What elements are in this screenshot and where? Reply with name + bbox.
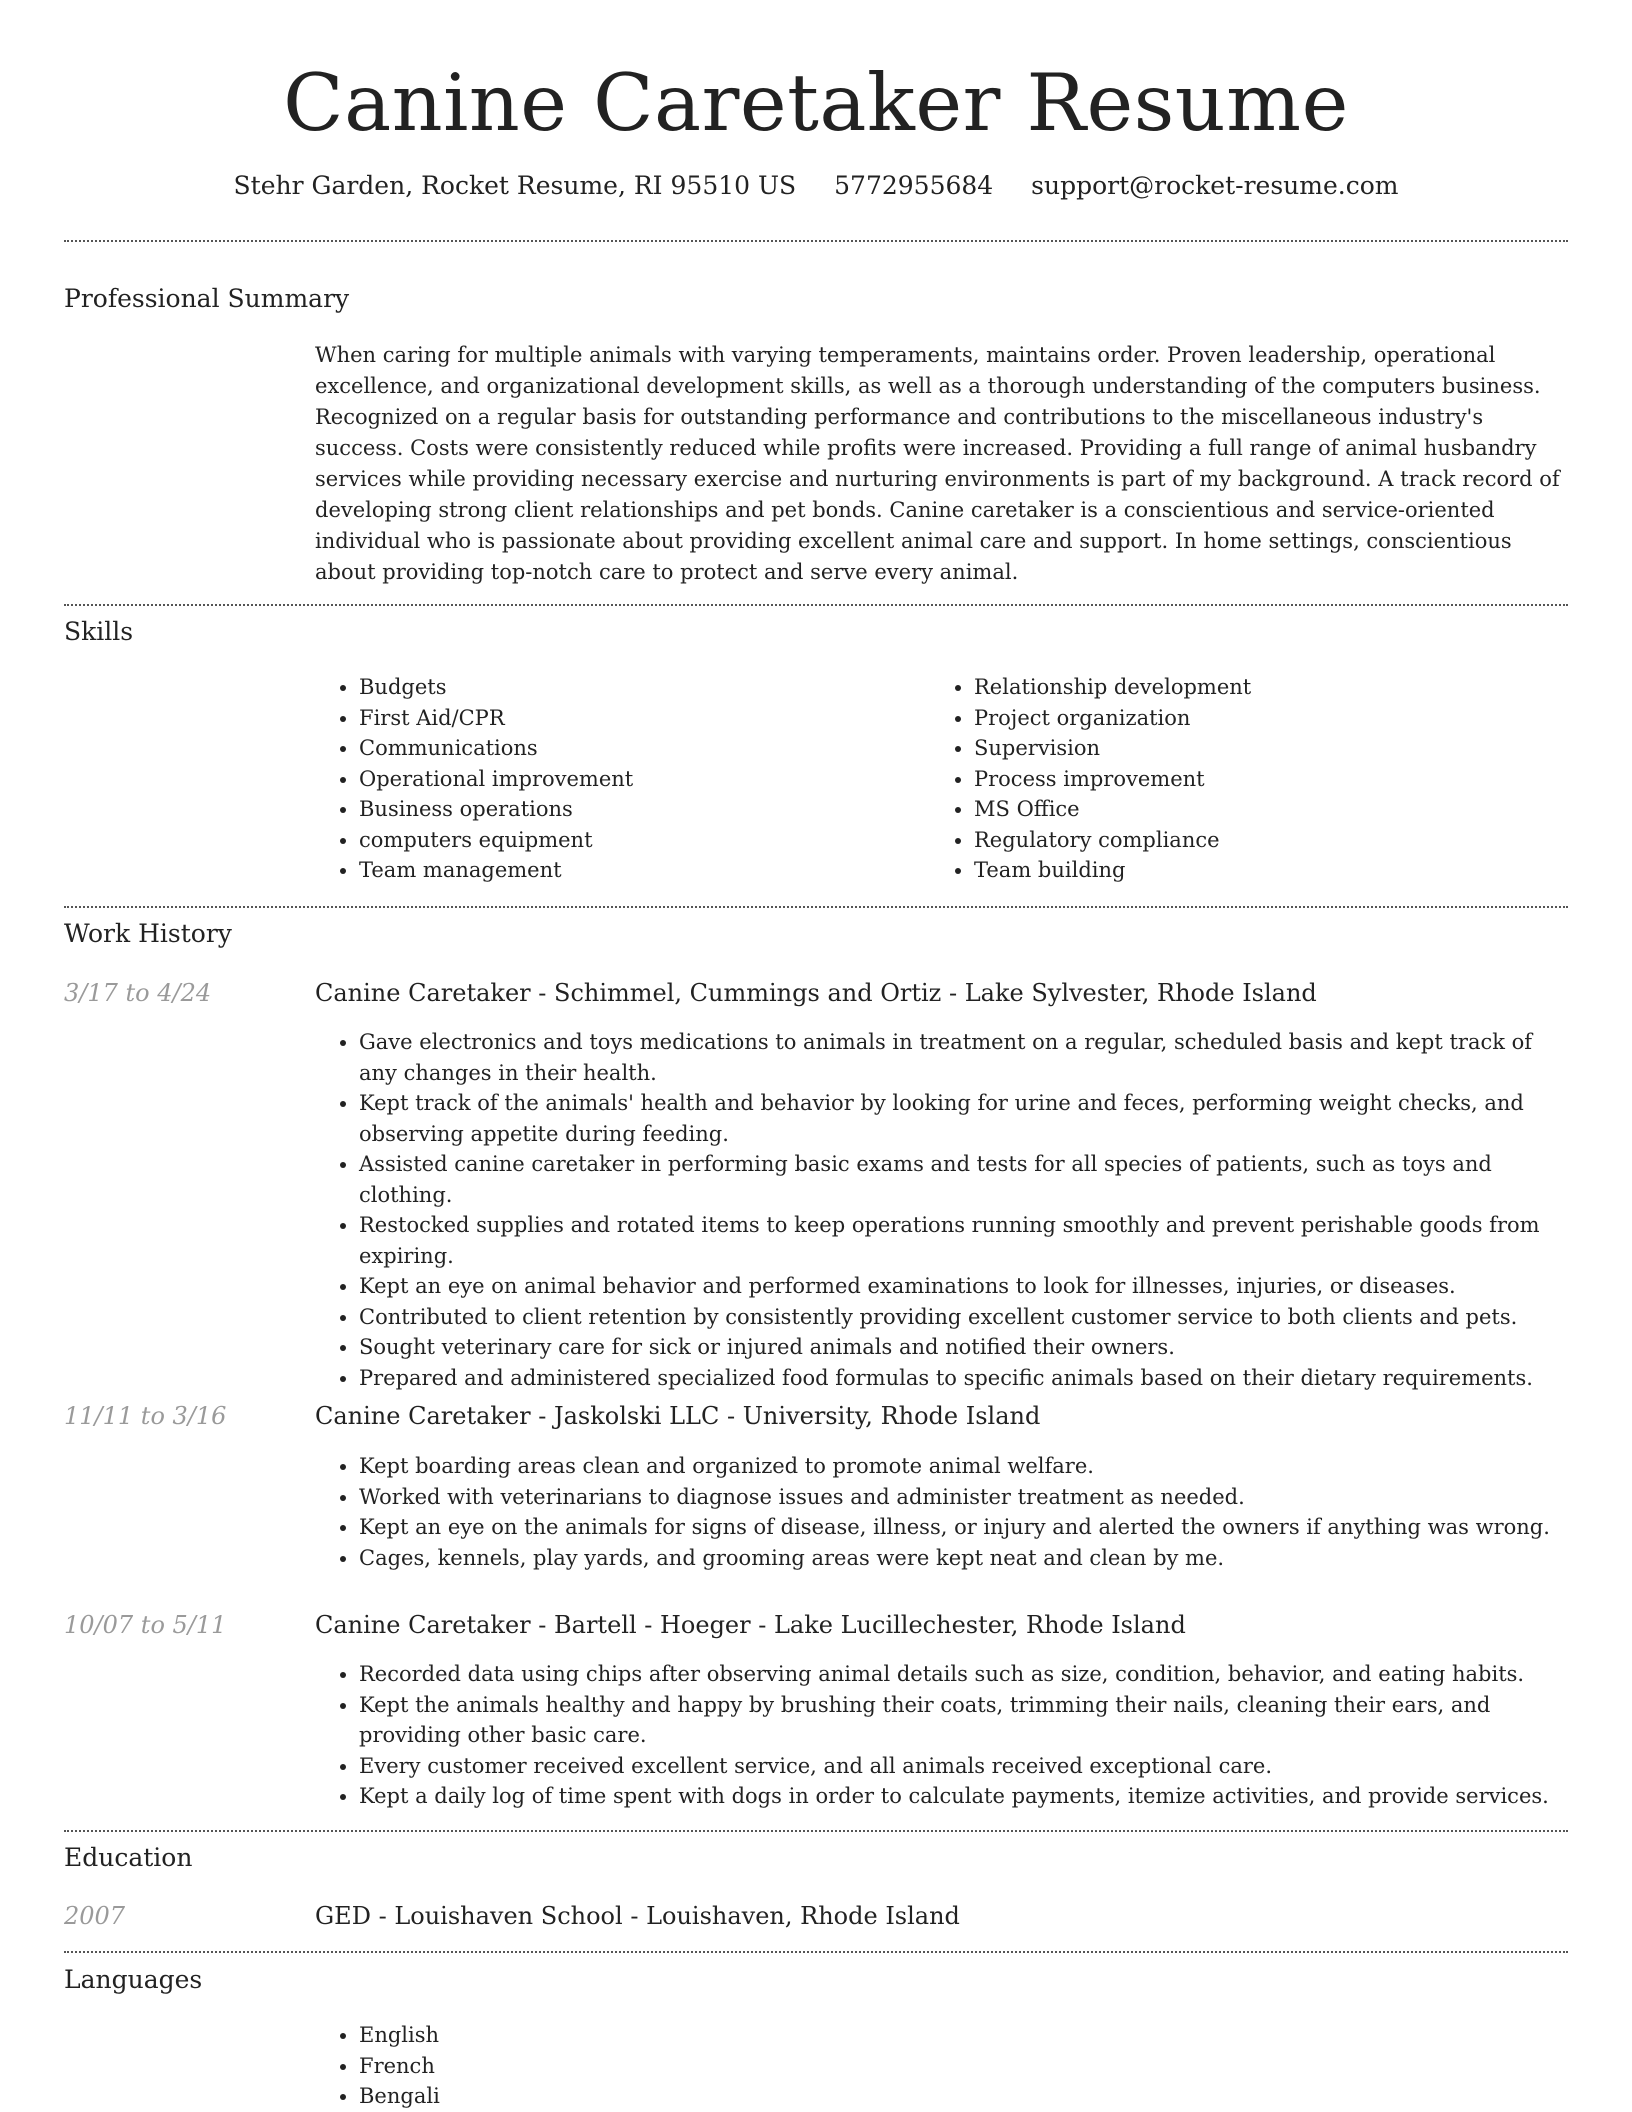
job-bullets [315, 1659, 1571, 1812]
divider [64, 906, 1568, 908]
job-role: Canine Caretaker [315, 1402, 531, 1430]
contact-address: Stehr Garden, Rocket Resume, RI 95510 US [233, 171, 797, 200]
job-bullets [315, 1027, 1571, 1393]
languages-list [315, 2020, 959, 2112]
job-company: - Bartell - Hoeger [531, 1611, 751, 1639]
resume-title: Canine Caretaker Resume [283, 57, 1349, 149]
skill-item: • Budgets [359, 672, 919, 703]
job-company: - Schimmel, Cummings and Ortiz [531, 979, 942, 1007]
section-heading-education: Education [64, 1843, 193, 1872]
summary-text: When caring for multiple animals with varying temperaments, maintains order. Proven leadership, operational excellence, and organizational development skills, as well as a thorough understanding of the computers business. Recognized on a regular basis for outstanding performance and contributions to the miscellaneous industry's success. Costs were consistently reduced while profits were increased. Providing a full range of animal husbandry services while providing necessary exercise and nurturing environments is part of my background. A track record of developing strong client relationships and pet bonds. Canine caretaker is a conscientious and service-oriented individual who is passionate about providing excellent animal care and support. In home settings, conscientious about providing top-notch care to protect and serve every animal. [315, 343, 1560, 584]
job-title [315, 1400, 1040, 1432]
list-item: • Recorded data using chips after observing animal details such as size, condition, behavior, and eating habits. [359, 1659, 1571, 1690]
list-item: • Kept boarding areas clean and organized to promote animal welfare. [359, 1451, 1571, 1482]
skill-item: • Regulatory compliance [974, 825, 1574, 856]
section-heading-work: Work History [64, 919, 232, 948]
skill-item: • Communications [359, 733, 919, 764]
section-heading-summary: Professional Summary [64, 284, 350, 313]
education-title [315, 1900, 960, 1932]
job-title [315, 977, 1317, 1009]
skill-item: • Relationship development [974, 672, 1574, 703]
skill-item: • Project organization [974, 703, 1574, 734]
divider [64, 1951, 1568, 1953]
list-item: • Sought veterinary care for sick or injured animals and notified their owners. [359, 1332, 1571, 1363]
contact-phone: 5772955684 [834, 171, 994, 200]
job-title [315, 1609, 1186, 1641]
skills-list-right [930, 672, 1574, 886]
list-item: • Contributed to client retention by consistently providing excellent customer service to both clients and pets. [359, 1302, 1571, 1333]
skill-item: • Supervision [974, 733, 1574, 764]
job-dates: 3/17 to 4/24 [64, 979, 212, 1007]
list-item: • Assisted canine caretaker in performing basic exams and tests for all species of patients, such as toys and clothing. [359, 1149, 1571, 1210]
contact-line [0, 166, 1632, 206]
skill-item: • First Aid/CPR [359, 703, 919, 734]
job-location: - Lake Lucillechester, Rhode Island [751, 1611, 1186, 1639]
list-item: • Cages, kennels, play yards, and grooming areas were kept neat and clean by me. [359, 1543, 1571, 1574]
job-bullets [315, 1451, 1571, 1573]
section-heading-skills: Skills [64, 617, 134, 646]
education-school: - Louishaven School [371, 1902, 623, 1930]
job-dates: 10/07 to 5/11 [64, 1611, 227, 1639]
skill-item: • Team management [359, 855, 919, 886]
job-location: - Lake Sylvester, Rhode Island [941, 979, 1316, 1007]
skill-item: • MS Office [974, 794, 1574, 825]
list-item: • English [359, 2020, 959, 2051]
list-item: • French [359, 2051, 959, 2082]
list-item: • Kept an eye on the animals for signs of disease, illness, or injury and alerted the owners if anything was wrong. [359, 1512, 1571, 1543]
list-item: • Bengali [359, 2081, 959, 2112]
list-item: • Kept a daily log of time spent with dogs in order to calculate payments, itemize activities, and provide services. [359, 1781, 1571, 1812]
list-item: • Kept an eye on animal behavior and performed examinations to look for illnesses, injuries, or diseases. [359, 1271, 1571, 1302]
skills-list-left [315, 672, 919, 886]
job-dates: 11/11 to 3/16 [64, 1402, 227, 1430]
contact-email: support@rocket-resume.com [1031, 171, 1399, 200]
skill-item: • Operational improvement [359, 764, 919, 795]
education-year: 2007 [64, 1902, 126, 1930]
list-item: • Every customer received excellent service, and all animals received exceptional care. [359, 1751, 1571, 1782]
list-item: • Kept track of the animals' health and behavior by looking for urine and feces, performing weight checks, and observing appetite during feeding. [359, 1088, 1571, 1149]
list-item: • Prepared and administered specialized food formulas to specific animals based on their dietary requirements. [359, 1363, 1571, 1394]
skill-item: • Business operations [359, 794, 919, 825]
education-degree: GED [315, 1902, 371, 1930]
job-role: Canine Caretaker [315, 979, 531, 1007]
education-location: - Louishaven, Rhode Island [623, 1902, 960, 1930]
list-item: • Restocked supplies and rotated items to keep operations running smoothly and prevent perishable goods from expiring. [359, 1210, 1571, 1271]
list-item: • Gave electronics and toys medications to animals in treatment on a regular, scheduled basis and kept track of any changes in their health. [359, 1027, 1571, 1088]
list-item: • Kept the animals healthy and happy by brushing their coats, trimming their nails, cleaning their ears, and providing other basic care. [359, 1690, 1571, 1751]
section-heading-languages: Languages [64, 1965, 203, 1994]
skill-item: • Process improvement [974, 764, 1574, 795]
job-role: Canine Caretaker [315, 1611, 531, 1639]
job-location: - University, Rhode Island [719, 1402, 1040, 1430]
list-item: • Worked with veterinarians to diagnose issues and administer treatment as needed. [359, 1482, 1571, 1513]
divider [64, 604, 1568, 606]
job-company: - Jaskolski LLC [531, 1402, 720, 1430]
divider [64, 1830, 1568, 1832]
skill-item: • computers equipment [359, 825, 919, 856]
divider [64, 240, 1568, 242]
skill-item: • Team building [974, 855, 1574, 886]
